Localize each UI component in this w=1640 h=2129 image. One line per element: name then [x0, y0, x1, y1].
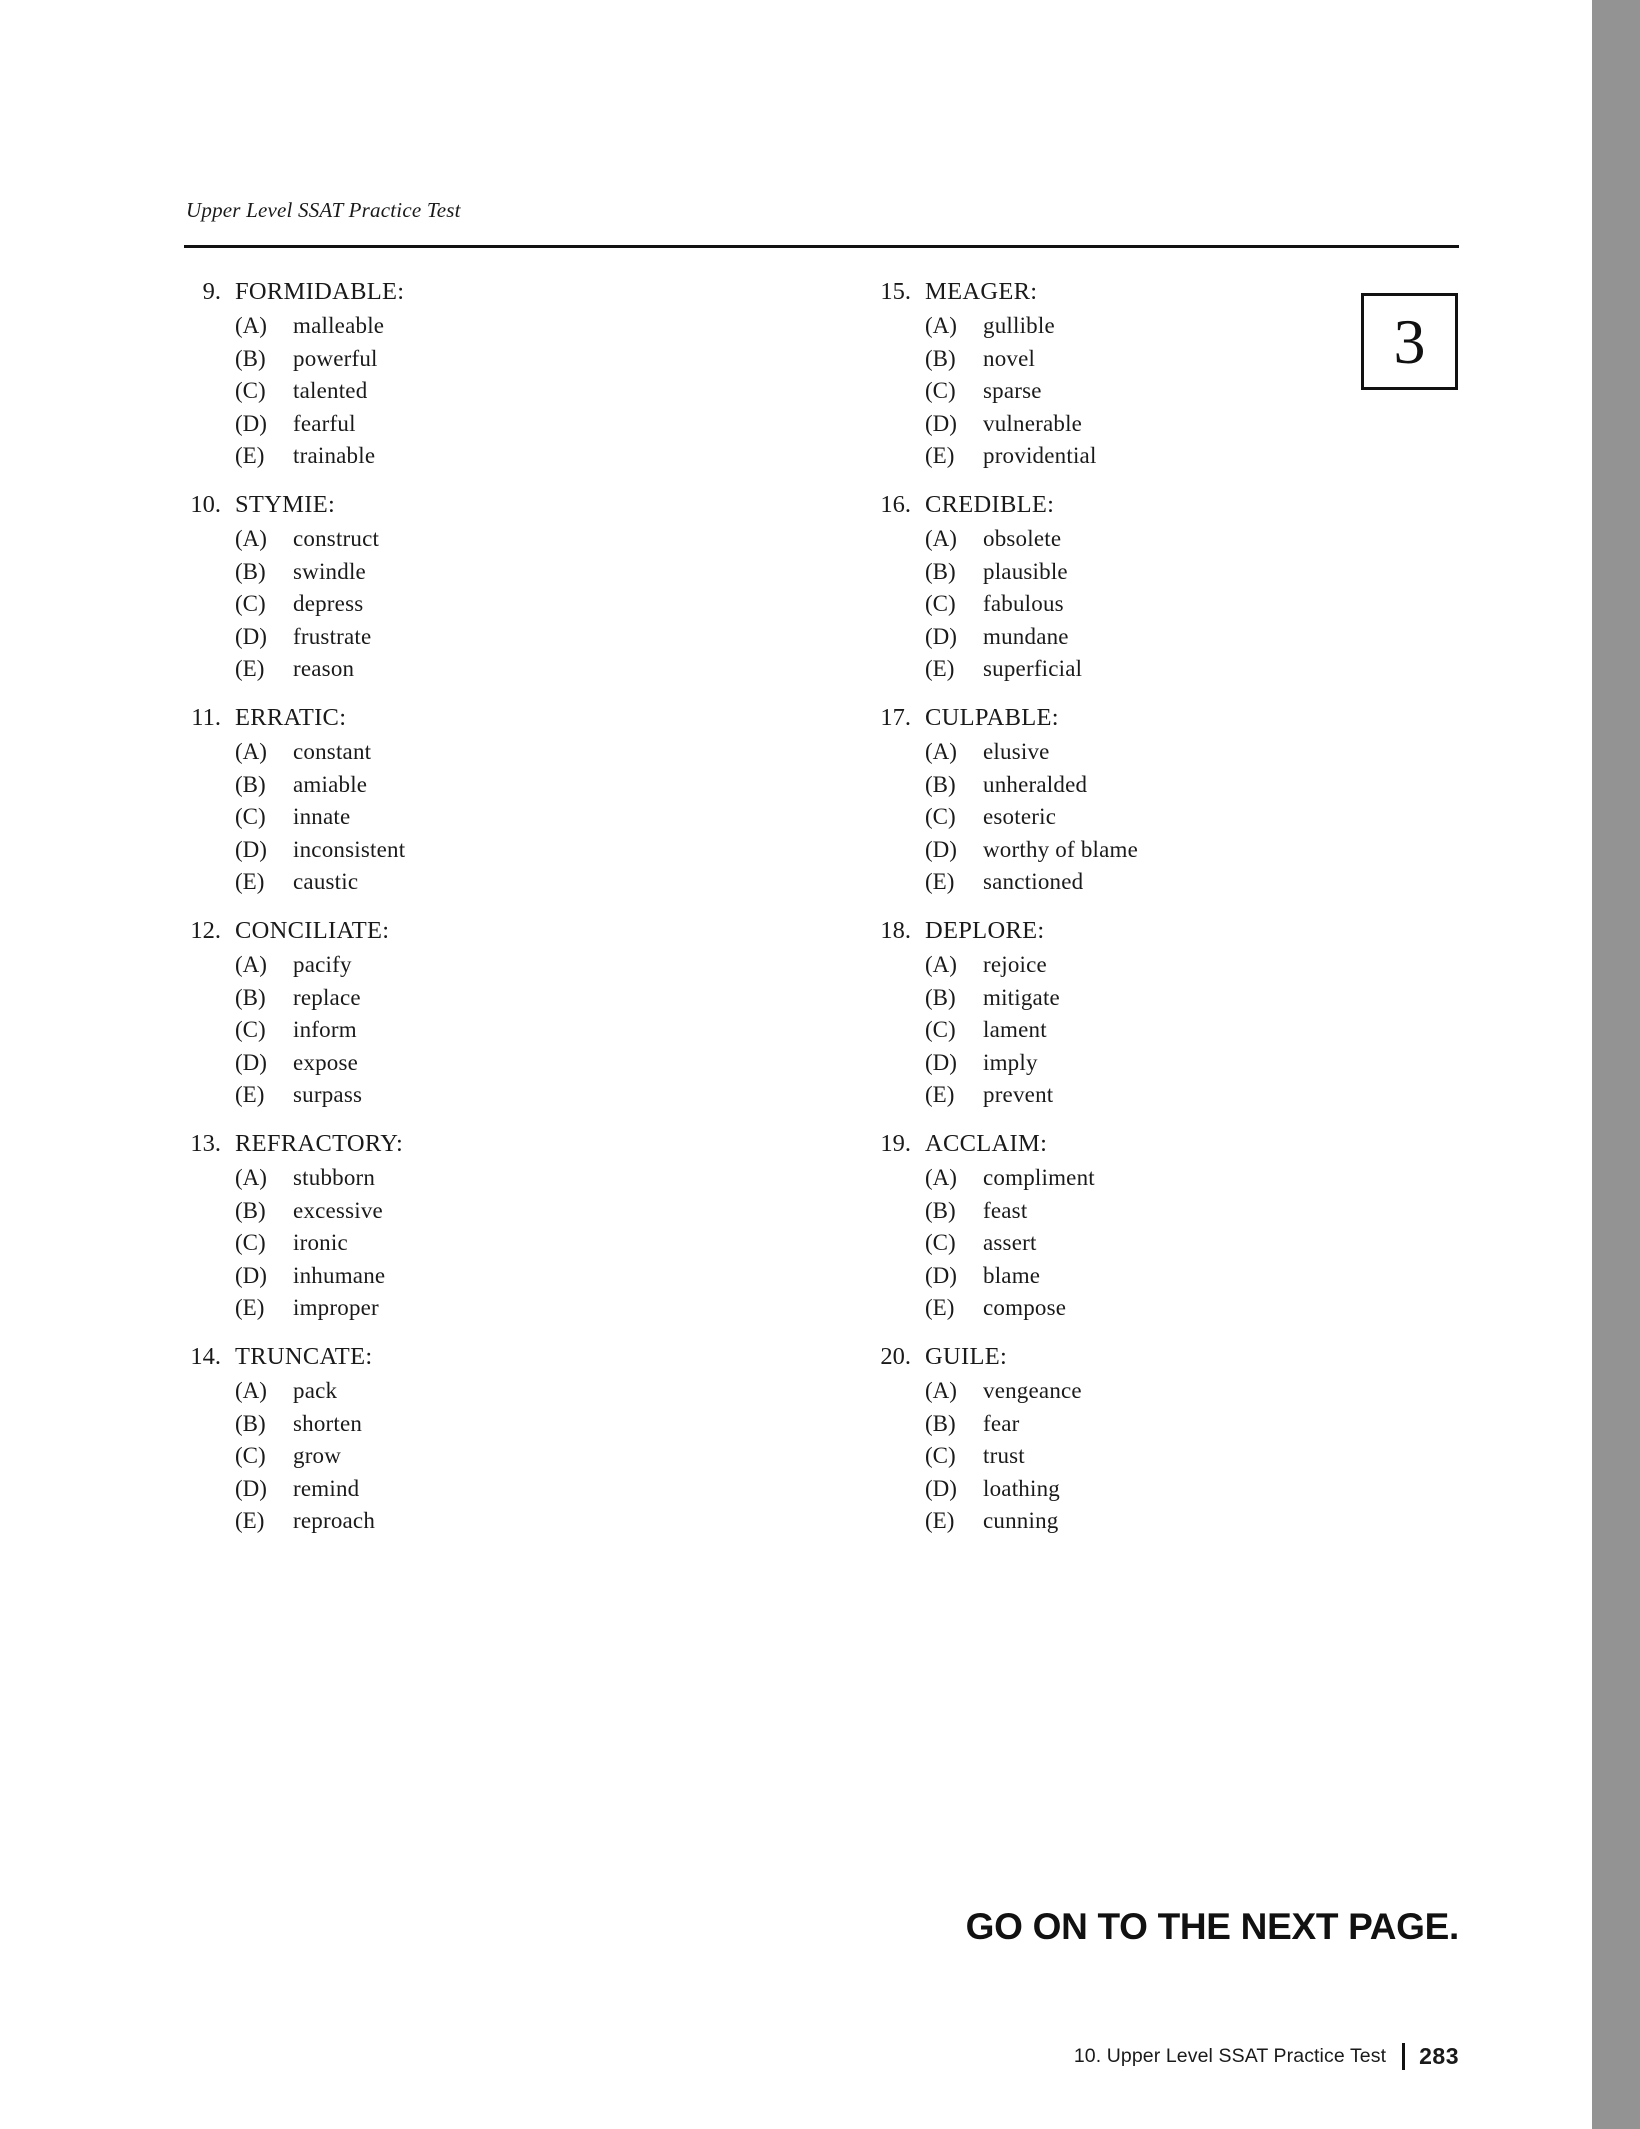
- answer-choice[interactable]: [183, 805, 743, 828]
- answer-choice-text: grow: [293, 1443, 342, 1468]
- answer-choice-text: mitigate: [983, 984, 1060, 1010]
- answer-choice-letter: (E): [925, 443, 955, 468]
- answer-choice-letter: (A): [925, 952, 957, 977]
- question-number: 19.: [880, 1130, 911, 1157]
- go-on-notice: GO ON TO THE NEXT PAGE.: [965, 1906, 1459, 1947]
- answer-choice-text: loathing: [983, 1475, 1060, 1501]
- answer-choice-letter: (A): [925, 1378, 957, 1403]
- answer-choice-text: obsolete: [983, 526, 1062, 551]
- question-stem: FORMIDABLE:: [235, 278, 405, 305]
- answer-choice-letter: (B): [235, 1197, 266, 1223]
- answer-choice[interactable]: [183, 1231, 743, 1254]
- question-block: [873, 706, 1433, 893]
- answer-choice-text: vengeance: [983, 1378, 1082, 1403]
- answer-choice[interactable]: [873, 740, 1433, 763]
- answer-choice[interactable]: [873, 657, 1433, 680]
- answer-choice-text: plausible: [983, 558, 1068, 584]
- answer-choice[interactable]: [873, 1018, 1433, 1041]
- answer-choice-letter: (D): [235, 410, 267, 436]
- answer-choice-text: inhumane: [293, 1262, 386, 1288]
- answer-choice-letter: (E): [235, 1082, 265, 1107]
- answer-choice[interactable]: [183, 953, 743, 976]
- question-number: 13.: [190, 1130, 221, 1157]
- page-edge-band: [1592, 0, 1640, 2129]
- answer-choice[interactable]: [873, 1051, 1433, 1074]
- answer-choice[interactable]: [183, 625, 743, 648]
- answer-choice[interactable]: [873, 625, 1433, 648]
- answer-choice[interactable]: [183, 560, 743, 583]
- section-number-badge: 3: [1361, 293, 1458, 390]
- answer-choice-text: talented: [293, 378, 368, 403]
- question-block: [183, 706, 743, 893]
- question-stem: DEPLORE:: [925, 917, 1045, 944]
- answer-choice-letter: (A): [235, 739, 267, 764]
- answer-choice-letter: (D): [925, 1049, 957, 1075]
- answer-choice-text: expose: [293, 1049, 359, 1075]
- answer-choice-letter: (E): [925, 869, 955, 894]
- question-stem: GUILE:: [925, 1343, 1008, 1370]
- answer-choice[interactable]: [873, 592, 1433, 615]
- answer-choice-text: lament: [983, 1017, 1047, 1042]
- answer-choice[interactable]: [183, 347, 743, 370]
- question-header: [873, 493, 1433, 518]
- answer-choice-text: ironic: [293, 1230, 348, 1255]
- question-stem: CREDIBLE:: [925, 491, 1055, 518]
- question-header: [183, 1345, 743, 1370]
- answer-choice-letter: (D): [235, 836, 267, 862]
- answer-choice-text: trust: [983, 1443, 1025, 1468]
- answer-choice-letter: (D): [235, 1049, 267, 1075]
- answer-choice[interactable]: [183, 773, 743, 796]
- answer-choice[interactable]: [873, 1477, 1433, 1500]
- question-header: [873, 919, 1433, 944]
- answer-choice[interactable]: [183, 740, 743, 763]
- answer-choice-letter: (B): [925, 1410, 956, 1436]
- answer-choice[interactable]: [873, 838, 1433, 861]
- answer-choice-text: surpass: [293, 1082, 363, 1107]
- answer-choice-letter: (B): [235, 1410, 266, 1436]
- answer-choice-text: constant: [293, 739, 372, 764]
- answer-choice[interactable]: [873, 444, 1433, 467]
- answer-choice-letter: (A): [925, 313, 957, 338]
- answer-choice[interactable]: [183, 1296, 743, 1319]
- answer-choice[interactable]: [183, 1018, 743, 1041]
- answer-choice-letter: (A): [235, 313, 267, 338]
- answer-choice-text: pack: [293, 1378, 338, 1403]
- answer-choice-text: esoteric: [983, 804, 1057, 829]
- answer-choice[interactable]: [183, 1477, 743, 1500]
- question-header: [873, 1132, 1433, 1157]
- question-header: [873, 1345, 1433, 1370]
- answer-choice[interactable]: [183, 838, 743, 861]
- answer-choice-letter: (D): [925, 623, 957, 649]
- answer-choice-letter: (B): [925, 558, 956, 584]
- answer-choice-text: blame: [983, 1262, 1041, 1288]
- header-rule: [184, 245, 1459, 248]
- left-question-column: [183, 280, 743, 1558]
- answer-choice-text: feast: [983, 1197, 1028, 1223]
- answer-choice[interactable]: [873, 1083, 1433, 1106]
- answer-choice[interactable]: [183, 592, 743, 615]
- answer-choice-text: malleable: [293, 313, 385, 338]
- answer-choice[interactable]: [873, 1166, 1433, 1189]
- answer-choice[interactable]: [873, 560, 1433, 583]
- answer-choice-letter: (C): [925, 1017, 956, 1042]
- answer-choice-text: compose: [983, 1295, 1067, 1320]
- answer-choice[interactable]: [873, 986, 1433, 1009]
- answer-choice-letter: (D): [925, 1262, 957, 1288]
- answer-choice-text: cunning: [983, 1508, 1059, 1533]
- answer-choice-letter: (C): [925, 1230, 956, 1255]
- answer-choice[interactable]: [873, 805, 1433, 828]
- question-header: [183, 706, 743, 731]
- answer-choice-text: providential: [983, 443, 1097, 468]
- answer-choice-text: reproach: [293, 1508, 376, 1533]
- footer-page-number: 283: [1419, 2043, 1459, 2069]
- footer-label: 10. Upper Level SSAT Practice Test: [1073, 2045, 1387, 2067]
- answer-choice[interactable]: [873, 412, 1433, 435]
- answer-choice[interactable]: [873, 773, 1433, 796]
- answer-choice-text: fear: [983, 1410, 1020, 1436]
- answer-choice-text: construct: [293, 526, 380, 551]
- question-stem: STYMIE:: [235, 491, 336, 518]
- answer-choice-letter: (C): [925, 804, 956, 829]
- answer-choice[interactable]: [183, 1379, 743, 1402]
- question-number: 17.: [880, 704, 911, 731]
- answer-choice-text: superficial: [983, 656, 1083, 681]
- question-stem: CULPABLE:: [925, 704, 1059, 731]
- answer-choice[interactable]: [873, 314, 1433, 337]
- answer-choice-text: trainable: [293, 443, 376, 468]
- answer-choice-text: improper: [293, 1295, 379, 1320]
- answer-choice-letter: (C): [925, 1443, 956, 1468]
- answer-choice-text: stubborn: [293, 1165, 376, 1190]
- answer-choice[interactable]: [183, 379, 743, 402]
- question-block: [873, 493, 1433, 680]
- question-number: 11.: [191, 704, 221, 731]
- answer-choice-text: swindle: [293, 558, 366, 584]
- answer-choice-text: sanctioned: [983, 869, 1084, 894]
- answer-choice[interactable]: [873, 1444, 1433, 1467]
- answer-choice-letter: (B): [925, 1197, 956, 1223]
- answer-choice-text: remind: [293, 1475, 360, 1501]
- answer-choice[interactable]: [873, 527, 1433, 550]
- answer-choice-letter: (E): [235, 1508, 265, 1533]
- question-stem: TRUNCATE:: [235, 1343, 373, 1370]
- answer-choice-text: caustic: [293, 869, 359, 894]
- answer-choice-letter: (B): [235, 345, 266, 371]
- answer-choice-letter: (B): [925, 345, 956, 371]
- answer-choice-text: innate: [293, 804, 351, 829]
- question-block: [873, 1345, 1433, 1532]
- question-number: 12.: [190, 917, 221, 944]
- answer-choice-letter: (E): [235, 443, 265, 468]
- answer-choice-letter: (B): [925, 984, 956, 1010]
- answer-choice-letter: (D): [925, 1475, 957, 1501]
- question-header: [873, 280, 1433, 305]
- question-number: 10.: [190, 491, 221, 518]
- question-stem: CONCILIATE:: [235, 917, 390, 944]
- answer-choice[interactable]: [183, 870, 743, 893]
- question-block: [183, 280, 743, 467]
- answer-choice-text: reason: [293, 656, 355, 681]
- answer-choice-letter: (B): [235, 771, 266, 797]
- question-number: 16.: [880, 491, 911, 518]
- answer-choice-letter: (E): [235, 869, 265, 894]
- page-footer: [1074, 2043, 1459, 2070]
- answer-choice-text: elusive: [983, 739, 1050, 764]
- answer-choice-text: novel: [983, 345, 1036, 371]
- answer-choice[interactable]: [873, 379, 1433, 402]
- answer-choice-text: prevent: [983, 1082, 1054, 1107]
- answer-choice[interactable]: [183, 1509, 743, 1532]
- question-number: 20.: [880, 1343, 911, 1370]
- answer-choice[interactable]: [873, 870, 1433, 893]
- answer-choice-letter: (A): [925, 739, 957, 764]
- answer-choice-text: compliment: [983, 1165, 1095, 1190]
- answer-choice[interactable]: [183, 1051, 743, 1074]
- question-number: 9.: [202, 278, 221, 305]
- answer-choice-text: replace: [293, 984, 361, 1010]
- question-header: [183, 280, 743, 305]
- question-block: [873, 919, 1433, 1106]
- answer-choice-text: worthy of blame: [983, 836, 1139, 862]
- question-stem: ACCLAIM:: [925, 1130, 1048, 1157]
- answer-choice[interactable]: [183, 1412, 743, 1435]
- answer-choice[interactable]: [873, 1509, 1433, 1532]
- answer-choice-text: powerful: [293, 345, 378, 371]
- answer-choice-text: mundane: [983, 623, 1069, 649]
- answer-choice[interactable]: [183, 1083, 743, 1106]
- question-block: [183, 1345, 743, 1532]
- answer-choice-text: excessive: [293, 1197, 383, 1223]
- answer-choice-letter: (C): [235, 804, 266, 829]
- answer-choice[interactable]: [183, 412, 743, 435]
- answer-choice-text: frustrate: [293, 623, 372, 649]
- answer-choice-text: unheralded: [983, 771, 1088, 797]
- question-header: [183, 1132, 743, 1157]
- question-stem: MEAGER:: [925, 278, 1038, 305]
- answer-choice[interactable]: [873, 1296, 1433, 1319]
- answer-choice-text: pacify: [293, 952, 352, 977]
- answer-choice-letter: (E): [925, 656, 955, 681]
- question-block: [183, 919, 743, 1106]
- answer-choice-letter: (C): [235, 378, 266, 403]
- answer-choice-text: gullible: [983, 313, 1055, 338]
- answer-choice-letter: (D): [235, 1475, 267, 1501]
- answer-choice-text: vulnerable: [983, 410, 1083, 436]
- answer-choice-text: sparse: [983, 378, 1042, 403]
- question-number: 14.: [190, 1343, 221, 1370]
- answer-choice-letter: (C): [235, 1017, 266, 1042]
- answer-choice[interactable]: [873, 1264, 1433, 1287]
- answer-choice[interactable]: [183, 1264, 743, 1287]
- answer-choice[interactable]: [183, 527, 743, 550]
- answer-choice-letter: (A): [235, 1378, 267, 1403]
- answer-choice-letter: (A): [235, 1165, 267, 1190]
- answer-choice[interactable]: [183, 444, 743, 467]
- answer-choice-letter: (C): [235, 591, 266, 616]
- answer-choice-letter: (A): [235, 526, 267, 551]
- answer-choice-letter: (E): [235, 1295, 265, 1320]
- answer-choice[interactable]: [183, 1199, 743, 1222]
- answer-choice[interactable]: [873, 1199, 1433, 1222]
- answer-choice-letter: (B): [235, 984, 266, 1010]
- answer-choice[interactable]: [183, 657, 743, 680]
- answer-choice[interactable]: [183, 1166, 743, 1189]
- answer-choice-text: imply: [983, 1049, 1038, 1075]
- question-block: [183, 493, 743, 680]
- question-header: [873, 706, 1433, 731]
- answer-choice-letter: (D): [235, 1262, 267, 1288]
- answer-choice[interactable]: [183, 314, 743, 337]
- question-number: 18.: [880, 917, 911, 944]
- answer-choice-text: rejoice: [983, 952, 1047, 977]
- answer-choice[interactable]: [183, 986, 743, 1009]
- question-stem: ERRATIC:: [235, 704, 347, 731]
- answer-choice-letter: (D): [925, 410, 957, 436]
- question-block: [873, 1132, 1433, 1319]
- answer-choice-letter: (D): [925, 836, 957, 862]
- answer-choice-letter: (A): [925, 1165, 957, 1190]
- question-number: 15.: [880, 278, 911, 305]
- answer-choice-text: amiable: [293, 771, 368, 797]
- answer-choice[interactable]: [873, 1412, 1433, 1435]
- answer-choice[interactable]: [873, 1231, 1433, 1254]
- answer-choice[interactable]: [873, 347, 1433, 370]
- answer-choice-text: shorten: [293, 1410, 363, 1436]
- answer-choice-letter: (C): [235, 1443, 266, 1468]
- answer-choice-letter: (C): [925, 378, 956, 403]
- answer-choice-text: inform: [293, 1017, 357, 1042]
- answer-choice-letter: (E): [925, 1508, 955, 1533]
- answer-choice-letter: (A): [925, 526, 957, 551]
- answer-choice-text: assert: [983, 1230, 1037, 1255]
- answer-choice-text: depress: [293, 591, 364, 616]
- right-question-column: [873, 280, 1433, 1558]
- question-header: [183, 919, 743, 944]
- answer-choice[interactable]: [873, 953, 1433, 976]
- question-stem: REFRACTORY:: [235, 1130, 404, 1157]
- answer-choice-text: fearful: [293, 410, 356, 436]
- answer-choice-text: fabulous: [983, 591, 1064, 616]
- question-header: [183, 493, 743, 518]
- answer-choice-text: inconsistent: [293, 836, 406, 862]
- answer-choice-letter: (E): [925, 1082, 955, 1107]
- answer-choice[interactable]: [183, 1444, 743, 1467]
- answer-choice-letter: (D): [235, 623, 267, 649]
- answer-choice-letter: (C): [235, 1230, 266, 1255]
- answer-choice-letter: (B): [235, 558, 266, 584]
- answer-choice-letter: (C): [925, 591, 956, 616]
- running-head: Upper Level SSAT Practice Test: [186, 198, 461, 222]
- answer-choice[interactable]: [873, 1379, 1433, 1402]
- footer-divider: [1402, 2043, 1405, 2070]
- answer-choice-letter: (B): [925, 771, 956, 797]
- answer-choice-letter: (A): [235, 952, 267, 977]
- question-block: [873, 280, 1433, 467]
- question-block: [183, 1132, 743, 1319]
- answer-choice-letter: (E): [925, 1295, 955, 1320]
- answer-choice-letter: (E): [235, 656, 265, 681]
